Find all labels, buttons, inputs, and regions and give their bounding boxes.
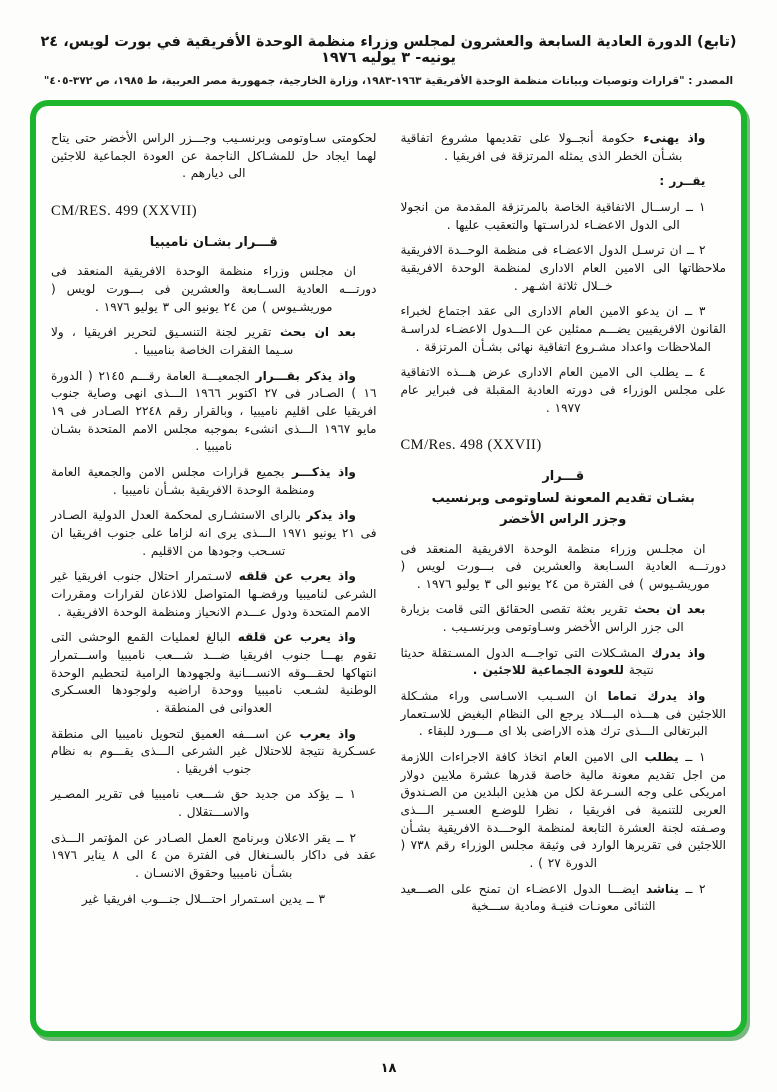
paragraph <box>401 173 727 191</box>
paragraph-text: ان مجلـس وزراء منظمة الوحدة الافريقية المنعقد فى دورتـــه العادية السـابعة والعشرين فى بـــورت لويس ( موريشـيوس ) فى الفترة من ٢٤ يونيو الى ٣ يوليو ١٩٧٦ . <box>400 541 726 591</box>
paragraph <box>401 303 727 356</box>
paragraph-text: ٣ ــ ان يدعو الامين العام الادارى الى عقد اجتماع لخبراء القانون الافريقيين يضـــم ممثلين عن الـــدول الاعضـاء لدراسـة الملاحظات واعداد مشـروع اتفاقية نهائى بشـأن المرتزقة . <box>400 304 726 354</box>
paragraph <box>51 830 377 883</box>
paragraph-text: البالغ لعمليات القمع الوحشى التى تقوم بهـــا جنوب افريقيا ضـــد شـــعب ناميبيا واســـتمرار انتهاكها لحقـــوقه الانســـانية ولجهودها الرامية لتحطيم الوحدة الوطنية لشـعب ناميبيا ووحدة اراضيه ولوجودها العسـكرى العدوانى فى المنطقة . <box>51 630 377 715</box>
paragraph-text: ان مجلس وزراء منظمة الوحدة الافريقية المنعقد فى دورتـــه العادية الســابعة والعشرين فى بـــورت لويس ( موريشـيوس ) من ٢٤ يونيو الى ٣ يوليو ١٩٧٦ . <box>51 264 377 314</box>
paragraph-text: ايضـــا الدول الاعضـاء ان تمنح على الصـــعيد الثنائى معونـات فنيـة ومادية ســـخية <box>400 881 656 914</box>
paragraph-lead: يقــرر : <box>659 174 706 189</box>
page-header <box>0 0 777 87</box>
page-number: ١٨ <box>380 1061 397 1076</box>
paragraph-lead: واذ يعرب عن قلقه <box>230 630 356 645</box>
paragraph-lead: واذ يهنىء <box>634 131 706 145</box>
paragraph-text: ١ ــ <box>678 750 706 765</box>
paragraph <box>51 130 377 183</box>
paragraph <box>51 263 377 316</box>
paragraph-text: عن اســـفه العميق لتحويل ناميبيا الى منطقة عسـكرية نتيجة للاحتلال غير الشرعى الـــذى يقـــوم به نظام جنوب افريقيا . <box>51 726 377 776</box>
paragraph-text: ١ ــ يؤكد من جديد حق شـــعب ناميبيا فى تقرير المصـير والاســـتقلال . <box>51 787 356 820</box>
paragraph-text: لحكومتى سـاوتومى وبرنسـيب وجـــزر الراس الأخضر حتى يتاح لهما ايجاد حل للمشـاكل الناجمة عن العودة الجماعية للاجئين الى ديارهم . <box>51 131 377 181</box>
paragraph <box>401 749 727 873</box>
text-columns <box>51 130 726 1025</box>
source-citation: المصدر : "قرارات وتوصيات وبيانات منظمة الوحدة الأفريقية ١٩٦٣-١٩٨٣، وزارة الخارجية، جمهورية مصر العربية، ط ١٩٨٥، ص ٣٧٢-٤٠٥" <box>43 75 734 87</box>
paragraph <box>51 891 377 909</box>
paragraph-text: بالراى الاستشـارى لمحكمة العدل الدولية الصـادر فى ٢١ يونيو ١٩٧١ الـــذى يرى انه لزاما على جنوب افريقيا ان تسـحب وجودها من الاقليم . <box>51 508 377 558</box>
paragraph-text: المشـكلات التى تواجـــه الدول المسـتقلة حديثا نتيجة <box>400 645 654 678</box>
resolution-title-line: وجزر الراس الأخضر <box>500 512 627 528</box>
column-right <box>401 130 727 1025</box>
resolution-title <box>51 232 377 253</box>
paragraph <box>401 242 727 295</box>
paragraph-text: ٢ ــ <box>678 881 706 896</box>
paragraph <box>51 368 377 456</box>
paragraph-text: ٢ ــ ان ترسـل الدول الاعضـاء فى منظمة الوحــدة الافريقية ملاحظاتها الى الامين العام الادارى لمنظمة الوحدة الافريقية خــلال ثلاثة اشـهر . <box>400 243 726 293</box>
paragraph-text: ٣ ــ يدين اسـتمرار احتـــلال جنـــوب افريقيا غير <box>81 891 326 906</box>
resolution-code: CM/RES. 499 (XXVII) <box>51 202 198 219</box>
paragraph <box>401 881 727 916</box>
paragraph-lead: بعد ان بحث <box>627 602 706 617</box>
paragraph <box>51 629 377 717</box>
paragraph-lead: واذ يعرب عن قلقه <box>232 569 356 584</box>
paragraph-lead: واذ يدرك <box>644 645 706 660</box>
paragraph-text: الى الامين العام اتخاذ كافة الاجراءات اللازمة من اجل تقديم معونة مالية خاصة قدرها عشرة ملايين دولار امريكى على وجه السـرعة لكل من هذين البلدين من الصـندوق العربى للتنمية فى افريقيا ، نظرا للوضـع العسـير الـــذى وصـفته لجنة العشرة التابعة لمنظمة الوحـــدة الافريقية بشـأن اللاجئين فى تقريرها الوارد فى وثيقة مجلس الوزراء رقم ٧٣٨ ( الدورة ٢٧ ) . <box>400 750 726 870</box>
paragraph-lead: يناشد <box>639 881 679 896</box>
paragraph-text: ٤ ــ يطلب الى الامين العام الادارى عرض هـــذه الاتفاقية على مجلس الوزراء فى دورته العادية المقبلة فى فبراير عام ١٩٧٧ . <box>400 365 726 415</box>
paragraph <box>401 541 727 594</box>
resolution-code: CM/Res. 498 (XXVII) <box>400 437 542 454</box>
paragraph <box>51 507 377 560</box>
paragraph <box>51 786 377 821</box>
paragraph-text: ١ ــ ارســال الاتفاقية الخاصة بالمرتزقة المقدمة من انجولا الى الدول الاعضـاء لدراسـتها والتعقيب عليها . <box>400 199 706 232</box>
paragraph-lead: بعد ان بحث <box>271 325 356 340</box>
paragraph-lead: واذ يعرب <box>292 726 356 741</box>
paragraph <box>401 364 727 417</box>
paragraph <box>401 130 727 165</box>
paragraph <box>401 199 727 234</box>
paragraph-lead: واذ يذكر <box>300 508 356 523</box>
paragraph-lead: للعودة الجماعية للاجئين . <box>472 663 624 678</box>
paragraph-text: الجمعيـــة العامة رقـــم ٢١٤٥ ( الدورة ١٦ ) الصـادر فى ٢٧ اكتوبر ١٩٦٦ الـــذى انهى وصاية جنوب افريقيا على اقليم ناميبيا ، وبالقرار رقم ٢٢٤٨ الصـادر فى ١٩ مايو ١٩٦٧ الـــذى انشىء بموجبه مجلس الامم المتحدة بشـان ناميبيا . <box>51 368 377 454</box>
paragraph <box>401 688 727 741</box>
resolution-title <box>401 466 727 530</box>
paragraph <box>51 324 377 359</box>
paragraph <box>401 645 727 680</box>
paragraph-lead: واذ يذكـــر <box>284 464 356 479</box>
column-left <box>51 130 377 1025</box>
paragraph-text: ٢ ــ يقر الاعلان وبرنامج العمل الصـادر عن المؤتمر الـــذى عقد فى داكار بالسـنغال فى الفترة من ٤ الى ٨ يناير ١٩٧٦ بشـأن ناميبيا وحقوق الانسـان . <box>51 830 377 881</box>
paragraph-text: تقرير بعثة تقصى الحقائق التى قامت بزيارة الى جزر الراس الأخضر وسـاوتومى وبرنسـيب . <box>400 602 684 635</box>
resolution-title-line: قـــرار <box>542 469 585 485</box>
paragraph-text: ان السـبب الاسـاسى وراء مشـكلة اللاجئين فى هـــذه البـــلاد يرجع الى النظام البغيض للاسـتعمار البرتغالى الـــذى ترك هذه الاراضى بلا اى مـــورد للبقاء . <box>400 689 726 739</box>
paragraph <box>51 568 377 621</box>
resolution-title-line: بشـان تقديم المعونة لساوتومى وبرنسيب <box>431 490 695 506</box>
paragraph-lead: واذ يدرك تماما <box>597 689 706 704</box>
paragraph-text: تقرير لجنة التنسـيق لتحرير افريقيا ، ولا سـيما الفقرات الخاصة بناميبيا . <box>51 325 294 358</box>
paragraph-text: لاسـتمرار احتلال جنوب افريقيا غير الشرعى لناميبيا ورفضـها المتواصل للاذعان لقرارات ومقررات الامم المتحدة ودول عـــدم الانحياز ومنظمة الوحدة الافريقية . <box>51 569 377 619</box>
paragraph <box>51 726 377 779</box>
paragraph <box>51 464 377 499</box>
resolution-title-line: قـــرار بشـان ناميبيا <box>149 234 278 250</box>
green-frame <box>30 100 747 1037</box>
paragraph-lead: واذ يذكر بقـــرار <box>249 368 356 383</box>
paragraph <box>401 601 727 636</box>
paragraph-text: بجميع قرارات مجلس الامن والجمعية العامة ومنظمة الوحدة الافريقية بشـأن ناميبيا . <box>51 464 315 497</box>
paragraph-lead: يطلب <box>637 750 679 765</box>
session-title: (تابع) الدورة العادية السابعة والعشرون لمجلس وزراء منظمة الوحدة الأفريقية في بورت لويس، ٢٤ يونيه- ٣ يوليه ١٩٧٦ <box>40 34 737 66</box>
paragraph-text: حكومة أنجــولا على تقديمها مشروع اتفاقية بشـأن الخطر الذى يمثله المرتزقة فى افريقيا . <box>400 131 683 163</box>
